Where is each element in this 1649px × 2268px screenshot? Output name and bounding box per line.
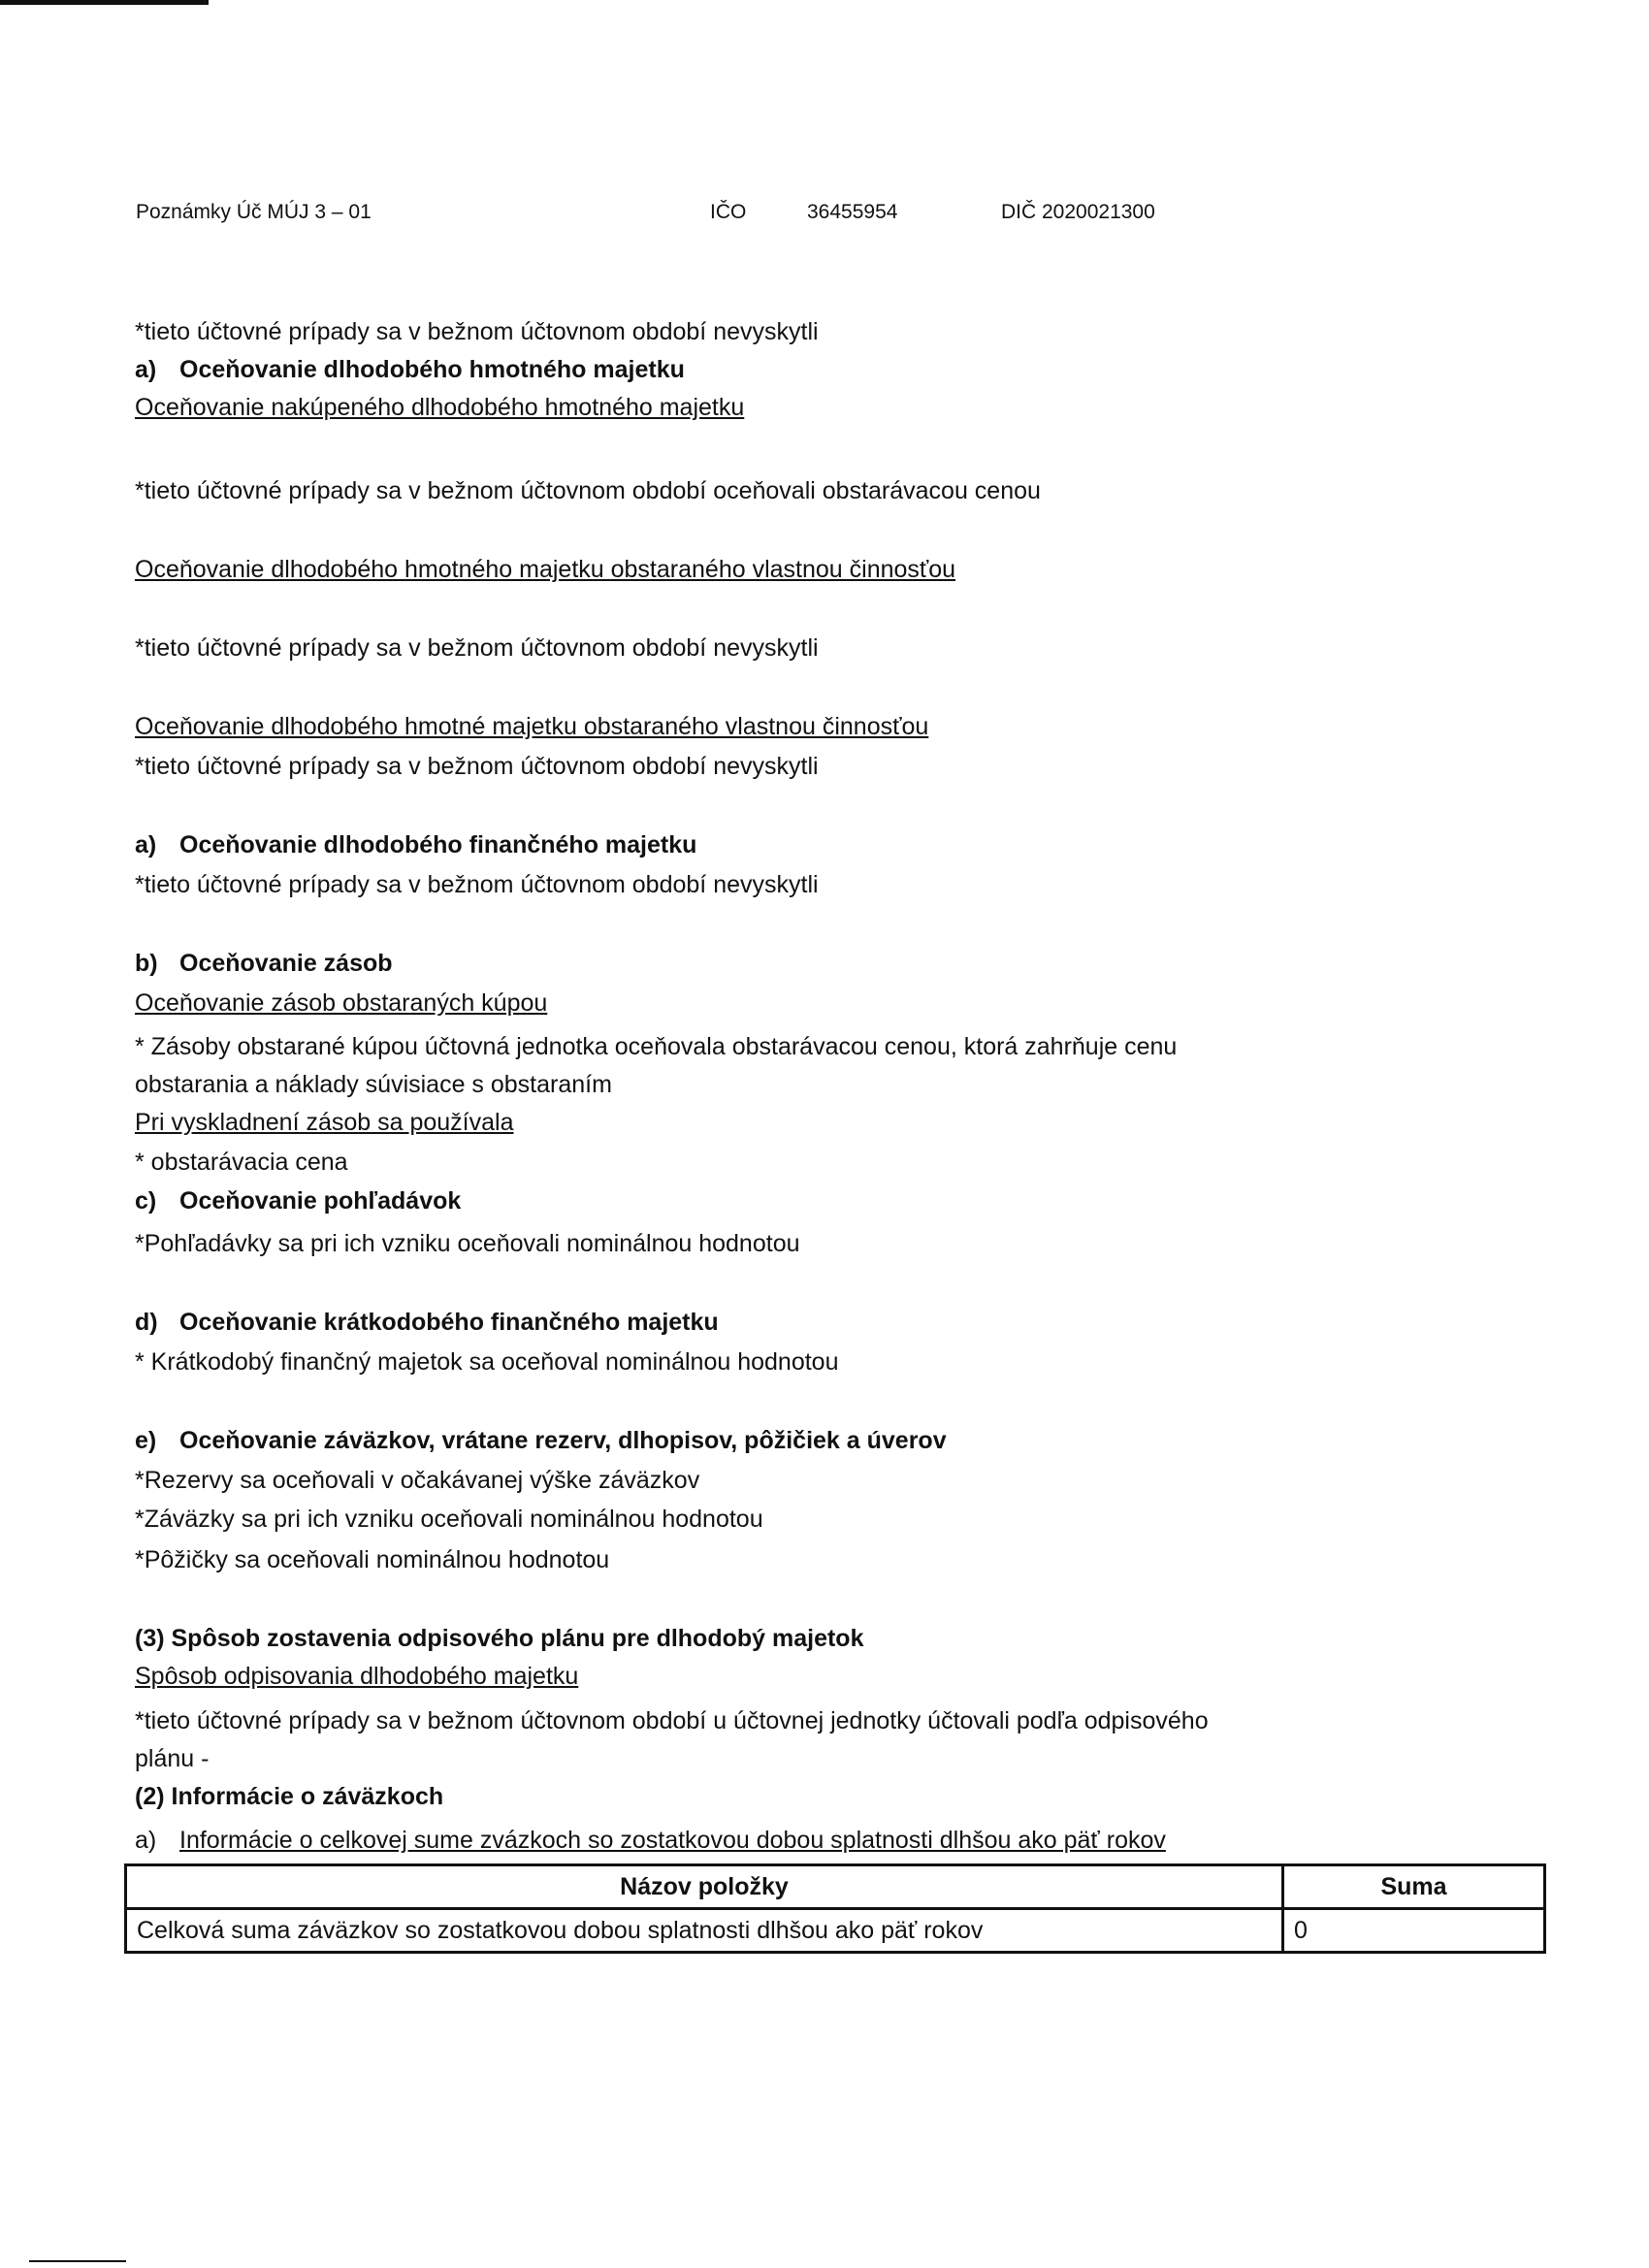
text-line: * Krátkodobý finančný majetok sa oceňoval nominálnou hodnotou [135, 1348, 839, 1376]
dic-value: DIČ 2020021300 [1001, 201, 1155, 223]
liabilities-table [124, 1863, 1546, 1954]
cell-sum: 0 [1283, 1909, 1545, 1953]
heading [135, 830, 696, 859]
heading-label: c) [135, 1187, 157, 1215]
subheading [135, 1826, 1166, 1855]
text-line: *tieto účtovné prípady sa v bežnom účtovnom období nevyskytli [135, 634, 819, 662]
heading-text: Oceňovanie pohľadávok [179, 1187, 462, 1215]
heading-text: Oceňovanie dlhodobého hmotného majetku [179, 356, 685, 383]
text-line: *tieto účtovné prípady sa v bežnom účtovnom období nevyskytli [135, 318, 819, 345]
text-line: *Pohľadávky sa pri ich vzniku oceňovali nominálnou hodnotou [135, 1230, 800, 1257]
text-line: plánu - [135, 1745, 210, 1772]
text-line: *tieto účtovné prípady sa v bežnom účtovnom období oceňovali obstarávacou cenou [135, 477, 1041, 504]
heading-label: a) [135, 356, 157, 383]
heading [135, 949, 393, 978]
text-line: *Rezervy sa oceňovali v očakávanej výške záväzkov [135, 1467, 700, 1494]
heading-label: b) [135, 950, 158, 977]
heading: (2) Informácie o záväzkoch [135, 1783, 444, 1810]
doc-header-title: Poznámky Úč MÚJ 3 – 01 [136, 201, 372, 223]
text-line: *tieto účtovné prípady sa v bežnom účtovnom období nevyskytli [135, 753, 819, 780]
heading [135, 1308, 719, 1337]
subheading: Oceňovanie nakúpeného dlhodobého hmotného majetku [135, 394, 745, 421]
heading [135, 1186, 461, 1215]
ico-value: 36455954 [807, 201, 898, 223]
heading-label: a) [135, 831, 157, 859]
heading-text: Oceňovanie zásob [179, 950, 393, 977]
ico-label: IČO [710, 201, 747, 223]
column-header-name: Názov položky [126, 1865, 1283, 1909]
subheading: Spôsob odpisovania dlhodobého majetku [135, 1663, 579, 1690]
heading-text: Oceňovanie záväzkov, vrátane rezerv, dlhopisov, pôžičiek a úverov [179, 1427, 947, 1454]
heading: (3) Spôsob zostavenia odpisového plánu pre dlhodobý majetok [135, 1625, 864, 1652]
text-line: *tieto účtovné prípady sa v bežnom účtovnom období u účtovnej jednotky účtovali podľa odpisového [135, 1707, 1209, 1734]
heading [135, 355, 685, 384]
column-header-sum: Suma [1283, 1865, 1545, 1909]
subheading: Oceňovanie dlhodobého hmotného majetku obstaraného vlastnou činnosťou [135, 556, 956, 583]
heading-label: e) [135, 1427, 157, 1454]
subheading: Oceňovanie dlhodobého hmotné majetku obstaraného vlastnou činnosťou [135, 713, 929, 740]
text-line: obstarania a náklady súvisiace s obstaraním [135, 1071, 612, 1098]
heading [135, 1426, 947, 1455]
heading-text: Oceňovanie krátkodobého finančného majetku [179, 1309, 719, 1336]
scan-artifact [29, 2260, 126, 2262]
table-header-row [126, 1865, 1545, 1909]
text-line: * Zásoby obstarané kúpou účtovná jednotka oceňovala obstarávacou cenou, ktorá zahrňuje cenu [135, 1033, 1178, 1060]
text-line: *tieto účtovné prípady sa v bežnom účtovnom období nevyskytli [135, 871, 819, 898]
heading-label: d) [135, 1309, 158, 1336]
heading-text: Informácie o celkovej sume zvázkoch so zostatkovou dobou splatnosti dlhšou ako päť rokov [179, 1827, 1166, 1854]
subheading: Oceňovanie zásob obstaraných kúpou [135, 989, 548, 1017]
heading-label: a) [135, 1827, 157, 1854]
table-row [126, 1909, 1545, 1953]
text-line: * obstarávacia cena [135, 1149, 348, 1176]
subheading: Pri vyskladnení zásob sa používala [135, 1109, 514, 1136]
cell-name: Celková suma záväzkov so zostatkovou dobou splatnosti dlhšou ako päť rokov [126, 1909, 1283, 1953]
text-line: *Pôžičky sa oceňovali nominálnou hodnotou [135, 1546, 610, 1573]
scan-artifact [0, 0, 209, 5]
text-line: *Záväzky sa pri ich vzniku oceňovali nominálnou hodnotou [135, 1506, 763, 1533]
heading-text: Oceňovanie dlhodobého finančného majetku [179, 831, 697, 859]
